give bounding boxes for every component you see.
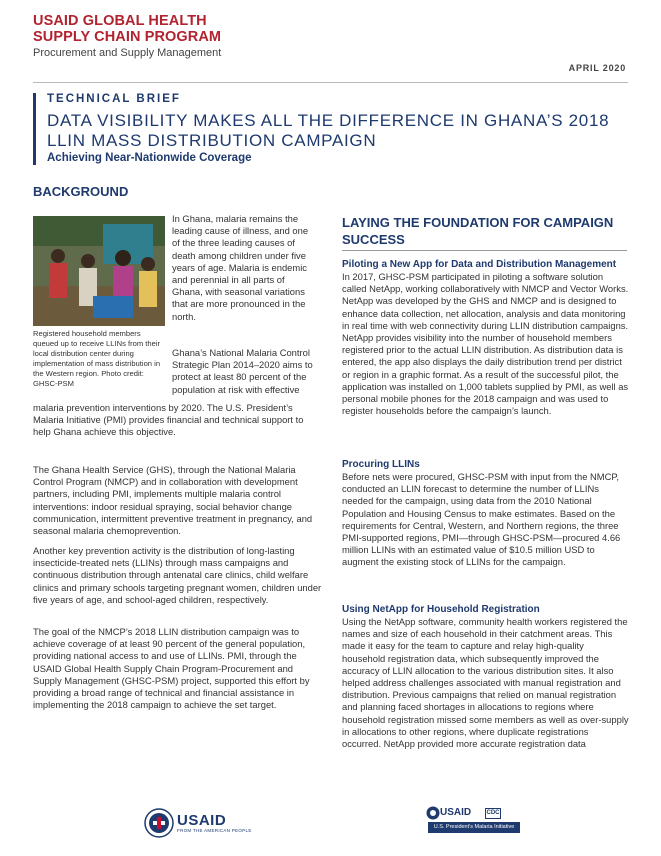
foundation-heading: LAYING THE FOUNDATION FOR CAMPAIGN SUCCESS: [342, 215, 614, 247]
strategy-paragraph: Ghana’s National Malaria Control Strategic Plan 2014–2020 aims to protect at least 80 percent of the population at risk with effective: [172, 347, 313, 395]
photo-caption: Registered household members queued up to receive LLINs from their local distribution center during implementation of mass distribution in the Western region. Photo credit: GHSC-PSM: [33, 329, 161, 388]
program-header: [33, 13, 221, 60]
publication-date: APRIL 2020: [568, 63, 626, 73]
section-divider: [342, 250, 627, 251]
llin-paragraph: Another key prevention activity is the distribution of long-lasting insecticide-treated nets (LLINs) through mass campaigns and continuous distribution through antenatal care clinics, child welfare clinics and primary schools targeting pregnant women, children under five years of age, and school-aged children, respectively.: [33, 545, 322, 605]
program-subtitle: Procurement and Supply Management: [33, 47, 222, 59]
goal-paragraph: The goal of the NMCP’s 2018 LLIN distribution campaign was to achieve coverage of at least 90 percent of the general population, providing national access to and use of LLINs. PMI, through the USAID Global Health Supply Chain Program-Procurement and Supply Management (GHSC-PSM) project, supported this effort by providing a broad range of technical and financial assistance in implementing the 2018 campaign to achieve the set target.: [33, 626, 310, 711]
cdc-logo: CDC: [485, 808, 501, 819]
procuring-paragraph: Before nets were procured, GHSC-PSM with input from the NMCP, conducted an LLIN forecast to determine the number of LLINs needed for the campaign, using data from the 2010 National Population and Housing Census to make estimates. Based on the requirements for Central, Western, and Northern regions, the three PMI-supported regions, PMI—through GHSC-PSM—procured 4.66 million LLINs with an estimated value of $10.5 million USD to augment the existing stock of LLINs for the campaign.: [342, 471, 621, 568]
document-subtitle: Achieving Near-Nationwide Coverage: [47, 152, 252, 164]
subheading-procuring: Procuring LLINs: [342, 459, 420, 470]
document-title: DATA VISIBILITY MAKES ALL THE DIFFERENCE IN GHANA’S 2018 LLIN MASS DISTRIBUTION CAMPAIGN: [47, 111, 610, 150]
photo-illustration-icon: [33, 216, 165, 326]
pmi-label: U.S. President’s Malaria Initiative: [428, 822, 520, 833]
header-divider: [33, 82, 628, 83]
ghs-paragraph: The Ghana Health Service (GHS), through the National Malaria Control Program (NMCP) and in collaboration with development partners, including PMI, implements multiple malaria control interventions: indoor residual spraying, social behavior change communication, intermittent preventive treatment in pregnancy, and seasonal malaria chemoprevention.: [33, 464, 313, 537]
program-name-line2: SUPPLY CHAIN PROGRAM: [33, 29, 222, 45]
pmi-paragraph: malaria prevention interventions by 2020. The U.S. President’s Malaria Initiative (PMI) provides financial and technical support to help Ghana achieve this objective.: [33, 402, 304, 438]
pmi-seal-icon: [426, 806, 440, 820]
intro-paragraph: In Ghana, malaria remains the leading cause of illness, and one of the three leading causes of death among children under five years of age. Malaria is endemic and perennial in all parts of Ghana, with seasonal variations that are more pronounced in the north.: [172, 213, 309, 322]
document-type-label: TECHNICAL BRIEF: [47, 93, 181, 105]
background-heading: BACKGROUND: [33, 184, 129, 199]
pmi-usaid-wordmark: USAID: [440, 807, 472, 818]
usaid-tagline: FROM THE AMERICAN PEOPLE: [177, 828, 252, 833]
subheading-registration: Using NetApp for Household Registration: [342, 604, 540, 615]
usaid-wordmark: USAID: [177, 812, 227, 829]
program-name-line1: USAID GLOBAL HEALTH: [33, 13, 207, 29]
distribution-photo: [33, 216, 165, 326]
registration-paragraph: Using the NetApp software, community health workers registered the names and size of each household in their catchment areas. This made it easy for the team to capture and relay high-quality household registration data, which subsequently improved the accuracy of LLIN allocation to the various distribution sites. It also helped address challenges associated with manual registration and distribution. Previous campaigns that relied on manual registration and planning faced shortages in allocations to regions where household registration missed some members as well as over-supply in allocations to other regions, where duplicate registrations occurred. NetApp provided more accurate registration data: [342, 616, 629, 750]
usaid-seal-icon: [144, 808, 174, 843]
title-accent-bar: [33, 93, 36, 165]
subheading-pilot: Piloting a New App for Data and Distribution Management: [342, 259, 617, 270]
pilot-paragraph: In 2017, GHSC-PSM participated in piloting a software solution called NetApp, working collaboratively with NMCP and Vector Works. NetApp was developed by the GHS and NMCP and is designed to enhance data collection, net allocation, analysis and data monitoring in real time with web connectivity during LLIN distribution campaigns. NetApp provides visibility into the number of household members registered prior to the actual LLIN distribution. As distribution data is entered, the app also displays the daily distribution trend per district or region in a graphic format. As a result of the successful pilot, the application was installed on 1,000 tablets supplied by PMI, as well as personal mobile phones for the 2018 campaign and was used to register households before the campaign’s launch.: [342, 271, 629, 417]
